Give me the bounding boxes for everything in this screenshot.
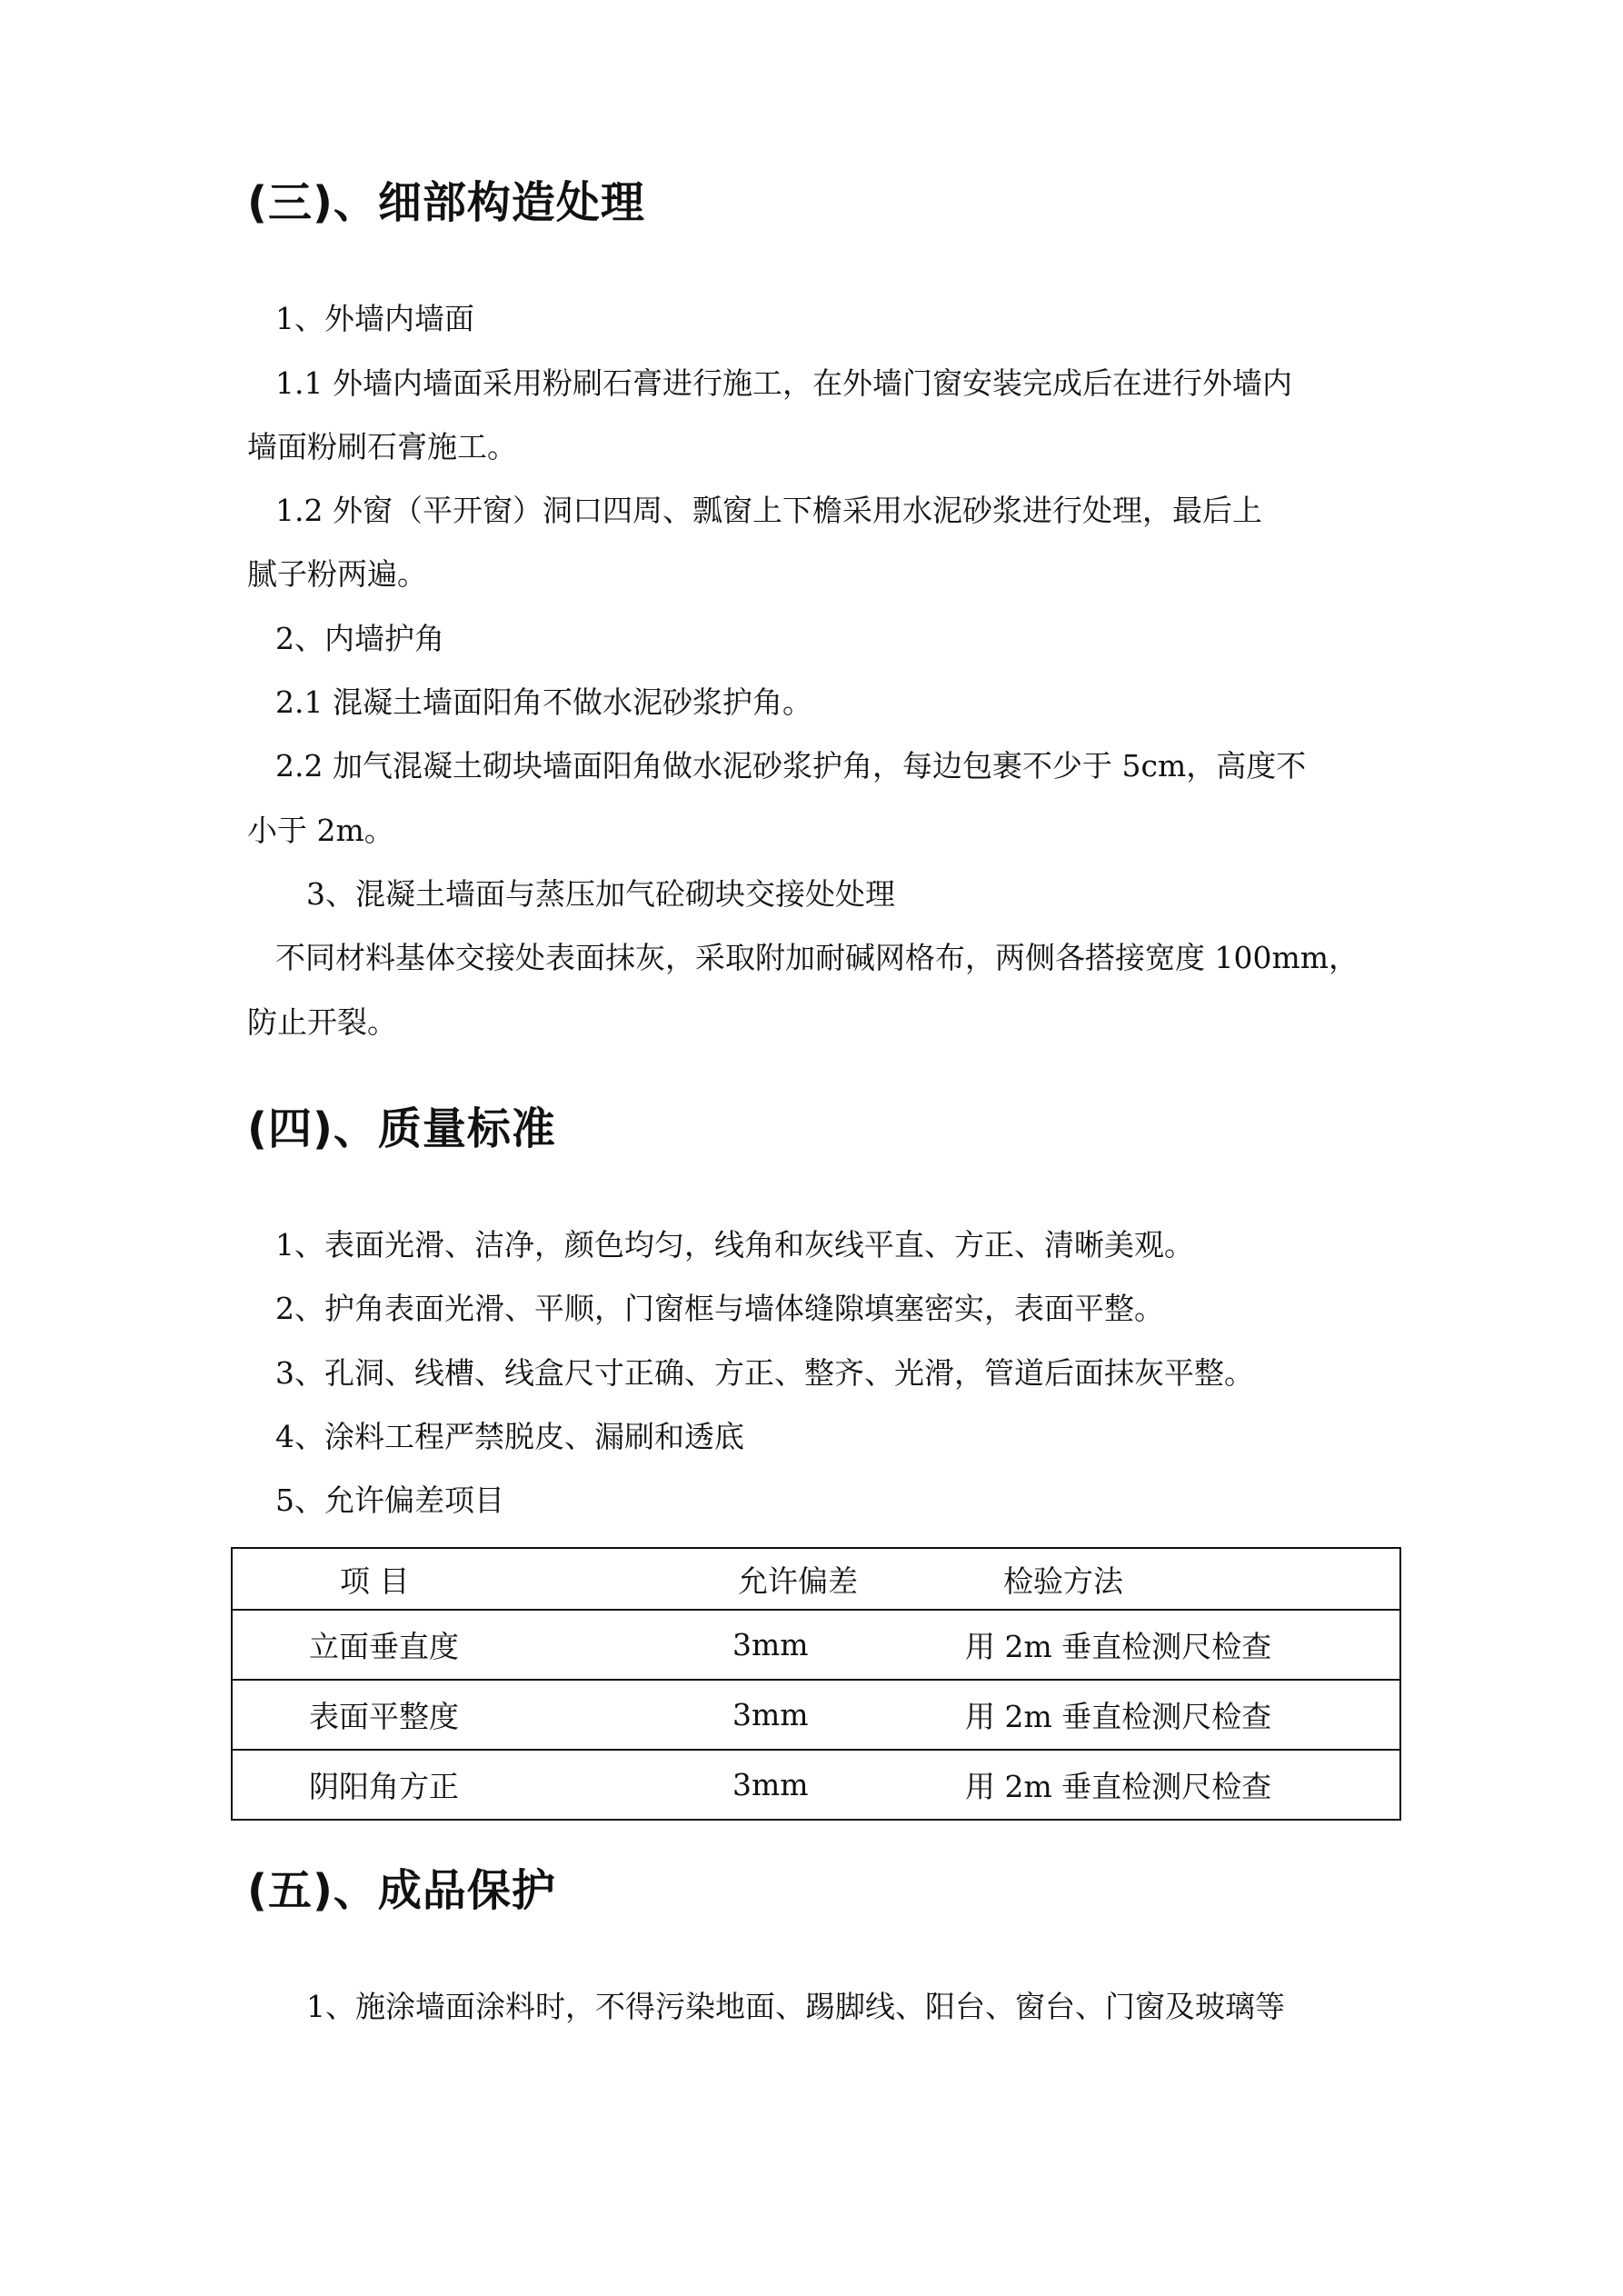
s3-line-4: 1.2 外窗（平开窗）洞口四周、瓢窗上下檐采用水泥砂浆进行处理，最后上 <box>275 493 1262 528</box>
s4-line-4: 4、涂料工程严禁脱皮、漏刷和透底 <box>275 1419 744 1454</box>
s3-line-10: 3、混凝土墙面与蒸压加气砼砌块交接处处理 <box>306 876 895 912</box>
table-cell-deviation <box>594 1610 903 1680</box>
section-5-heading: (五)、成品保护 <box>247 1865 556 1916</box>
table-cell-item: 阴阳角方正 <box>232 1750 594 1820</box>
table-header-item: 项 目 <box>232 1548 594 1610</box>
s4-line-3: 3、孔洞、线槽、线盒尺寸正确、方正、整齐、光滑，管道后面抹灰平整。 <box>275 1355 1254 1391</box>
table-cell-deviation <box>594 1750 903 1820</box>
table-cell-deviation <box>594 1680 903 1750</box>
s3-line-7: 2.1 混凝土墙面阳角不做水泥砂浆护角。 <box>275 684 812 720</box>
table-cell-method: 用 2m 垂直检测尺检查 <box>903 1680 1400 1750</box>
s3-line-5: 腻子粉两遍。 <box>247 556 427 592</box>
section-3-heading: (三)、细部构造处理 <box>247 177 645 228</box>
s4-line-5: 5、允许偏差项目 <box>275 1482 504 1518</box>
table-cell-method: 用 2m 垂直检测尺检查 <box>903 1750 1400 1820</box>
s5-line-1: 1、施涂墙面涂料时，不得污染地面、踢脚线、阳台、窗台、门窗及玻璃等 <box>306 1989 1285 2024</box>
table-row <box>232 1680 1400 1750</box>
s3-line-11: 不同材料基体交接处表面抹灰，采取附加耐碱网格布，两侧各搭接宽度 100mm， <box>275 940 1359 975</box>
allowed-deviation-table <box>231 1547 1401 1821</box>
table-header-deviation-text: 允许偏差 <box>738 1562 858 1599</box>
table-cell-item: 表面平整度 <box>232 1680 594 1750</box>
s3-line-8: 2.2 加气混凝土砌块墙面阳角做水泥砂浆护角，每边包裹不少于 5cm，高度不 <box>275 748 1307 784</box>
table-header-row <box>232 1548 1400 1610</box>
table-cell-deviation-text: 3mm <box>732 1767 809 1802</box>
s4-line-1: 1、表面光滑、洁净，颜色均匀，线角和灰线平直、方正、清晰美观。 <box>275 1227 1194 1263</box>
table-cell-deviation-text: 3mm <box>732 1697 809 1732</box>
table-row <box>232 1610 1400 1680</box>
table-cell-deviation-text: 3mm <box>732 1627 809 1662</box>
s3-line-12: 防止开裂。 <box>247 1004 397 1040</box>
table-header-deviation <box>594 1548 903 1610</box>
s3-line-6: 2、内墙护角 <box>275 621 444 656</box>
table-cell-method: 用 2m 垂直检测尺检查 <box>903 1610 1400 1680</box>
table-row <box>232 1750 1400 1820</box>
s3-line-2: 1.1 外墙内墙面采用粉刷石膏进行施工，在外墙门窗安装完成后在进行外墙内 <box>275 365 1292 401</box>
s3-line-1: 1、外墙内墙面 <box>275 301 474 336</box>
table-cell-item: 立面垂直度 <box>232 1610 594 1680</box>
table-header-method: 检验方法 <box>903 1548 1400 1610</box>
s3-line-9: 小于 2m。 <box>247 813 394 848</box>
s4-line-2: 2、护角表面光滑、平顺，门窗框与墙体缝隙填塞密实，表面平整。 <box>275 1291 1164 1326</box>
section-4-heading: (四)、质量标准 <box>247 1103 556 1154</box>
s3-line-3: 墙面粉刷石膏施工。 <box>247 429 517 464</box>
